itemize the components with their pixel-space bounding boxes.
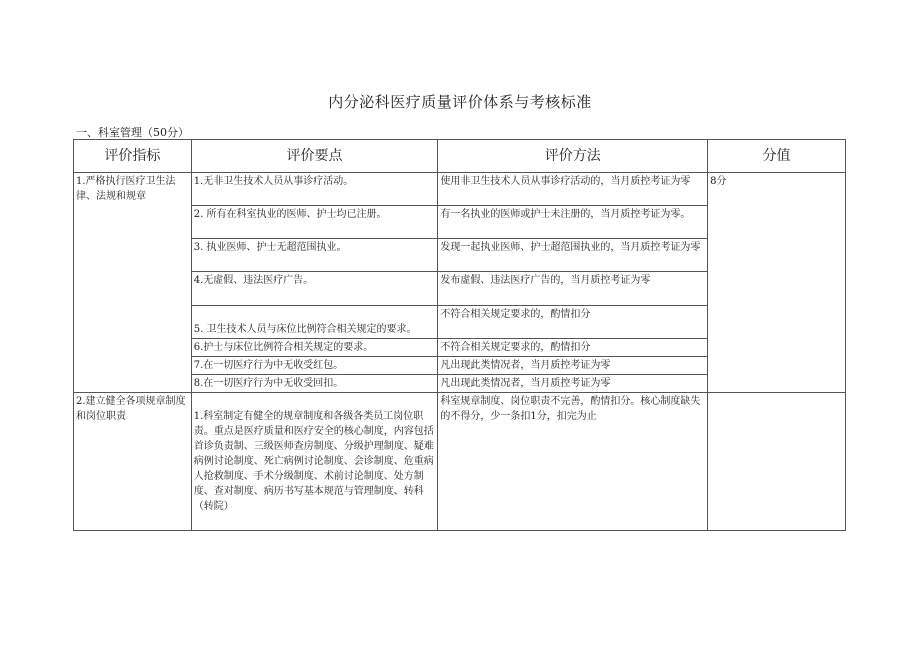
header-indicator: 评价指标: [74, 140, 192, 173]
row-method: 使用非卫生技术人员从事诊疗活动的，当月质控考证为零: [438, 173, 708, 206]
header-points: 评价要点: [191, 140, 438, 173]
group2-method: 科室规章制度、岗位职责不完善，酌情扣分。核心制度缺失的不得分，少一条扣1分，扣完为止: [438, 393, 708, 531]
row-method: 发现一起执业医师、护士超范围执业的，当月质控考证为零: [438, 239, 708, 272]
row-point: 7.在一切医疗行为中无收受红包。: [191, 357, 438, 375]
evaluation-table: [73, 139, 846, 531]
group2-score: [708, 393, 846, 531]
row-method: 凡出现此类情况者，当月质控考证为零: [438, 375, 708, 393]
row-point: 5. 卫生技术人员与床位比例符合相关规定的要求。: [191, 306, 438, 339]
document-title: 内分泌科医疗质量评价体系与考核标准: [328, 93, 592, 111]
group2-point: 1.科室制定有健全的规章制度和各级各类员工岗位职责。重点是医疗质量和医疗安全的核心制度，内容包括首诊负责制、三级医师查房制度、分级护理制度、疑难病例讨论制度、死亡病例讨论制度、会诊制度、危重病人抢救制度、手术分级制度、术前讨论制度、处方制度、查对制度、病历书写基本规范与管理制度、转科（转院）: [191, 393, 438, 531]
header-row: [74, 140, 846, 173]
row-point: 3. 执业医师、护士无超范围执业。: [191, 239, 438, 272]
table-row: [74, 393, 846, 531]
row-method: 发布虚假、违法医疗广告的，当月质控考证为零: [438, 272, 708, 306]
row-point: 6.护士与床位比例符合相关规定的要求。: [191, 339, 438, 357]
row-point: 2. 所有在科室执业的医师、护士均已注册。: [191, 206, 438, 239]
group2-indicator: 2.建立健全各项规章制度和岗位职责: [74, 393, 192, 531]
header-score: 分值: [708, 140, 846, 173]
table-row: [74, 173, 846, 206]
row-method: 不符合相关规定要求的，酌情扣分: [438, 339, 708, 357]
section-label: 一、科室管理（50分）: [76, 126, 189, 139]
row-point: 1.无非卫生技术人员从事诊疗活动。: [191, 173, 438, 206]
row-method: 不符合相关规定要求的，酌情扣分: [438, 306, 708, 339]
group1-indicator: 1.严格执行医疗卫生法律、法规和规章: [74, 173, 192, 393]
row-point: 4.无虚假、违法医疗广告。: [191, 272, 438, 306]
row-point: 8.在一切医疗行为中无收受回扣。: [191, 375, 438, 393]
header-method: 评价方法: [438, 140, 708, 173]
row-method: 有一名执业的医师或护士未注册的，当月质控考证为零。: [438, 206, 708, 239]
row-method: 凡出现此类情况者，当月质控考证为零: [438, 357, 708, 375]
group1-score: 8分: [708, 173, 846, 393]
